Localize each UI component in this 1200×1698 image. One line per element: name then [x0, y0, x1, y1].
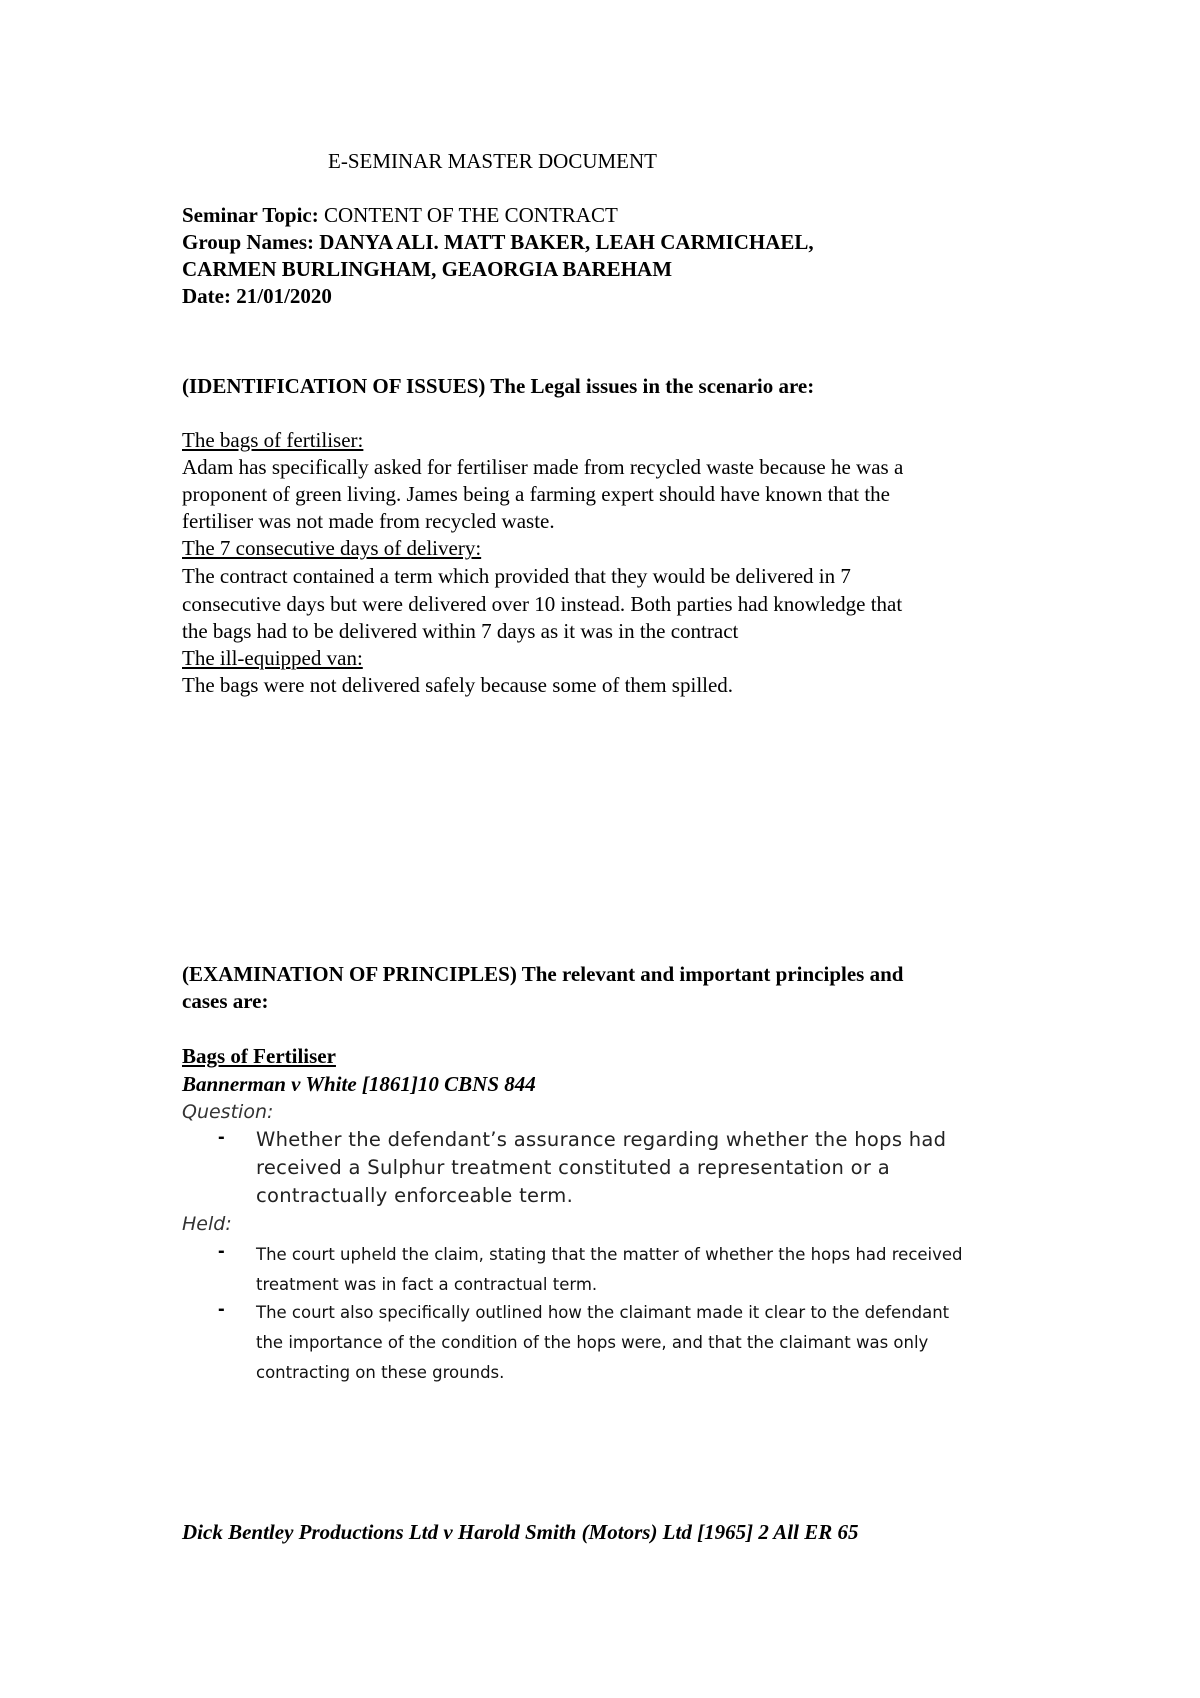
held-text: [256, 1298, 949, 1388]
issue-title-fertiliser: The bags of fertiliser:: [182, 428, 364, 452]
held-line: treatment was in fact a contractual term.: [256, 1275, 598, 1294]
topic-value: CONTENT OF THE CONTRACT: [323, 203, 618, 227]
issues-heading: (IDENTIFICATION OF ISSUES) The Legal issues in the scenario are:: [182, 374, 815, 398]
question-line: Whether the defendant’s assurance regarding whether the hops had: [256, 1128, 947, 1151]
bullet-dash: -: [218, 1240, 225, 1262]
date-line: [182, 282, 332, 310]
bullet-dash: -: [218, 1126, 225, 1148]
question-line: received a Sulphur treatment constituted a representation or a: [256, 1156, 890, 1179]
topic-label: Seminar Topic:: [182, 203, 319, 227]
names-value-1: DANYA ALI. MATT BAKER, LEAH CARMICHAEL,: [319, 230, 814, 254]
group-names-line-1: [182, 228, 814, 256]
held-text: [256, 1240, 963, 1300]
issue-text-line: the bags had to be delivered within 7 days as it was in the contract: [182, 619, 739, 643]
group-names-line-2: CARMEN BURLINGHAM, GEAORGIA BAREHAM: [182, 257, 673, 281]
issue-title-van: The ill-equipped van:: [182, 646, 363, 670]
held-line: The court also specifically outlined how the claimant made it clear to the defendant: [256, 1303, 950, 1322]
names-label: Group Names:: [182, 230, 315, 254]
issue-text-line: The contract contained a term which provided that they would be delivered in 7: [182, 564, 851, 588]
held-line: contracting on these grounds.: [256, 1363, 505, 1382]
document-title: E-SEMINAR MASTER DOCUMENT: [328, 149, 658, 173]
held-line: the importance of the condition of the hops were, and that the claimant was only: [256, 1333, 929, 1352]
issue-title-delivery-days: The 7 consecutive days of delivery:: [182, 536, 482, 560]
held-label: Held:: [182, 1213, 232, 1235]
issue-text-line: proponent of green living. James being a farming expert should have known that the: [182, 482, 890, 506]
principles-heading-line-2: cases are:: [182, 989, 269, 1013]
case-title-bannerman: Bannerman v White [1861]10 CBNS 844: [182, 1072, 536, 1096]
case-title-dick-bentley: Dick Bentley Productions Ltd v Harold Smith (Motors) Ltd [1965] 2 All ER 65: [182, 1520, 859, 1544]
held-line: The court upheld the claim, stating that the matter of whether the hops had received: [256, 1245, 963, 1264]
question-label: Question:: [182, 1101, 274, 1123]
issue-text-line: consecutive days but were delivered over 10 instead. Both parties had knowledge that: [182, 592, 903, 616]
question-line: contractually enforceable term.: [256, 1184, 574, 1207]
date-value: 21/01/2020: [236, 284, 332, 308]
date-label: Date:: [182, 284, 231, 308]
seminar-topic-line: [182, 201, 618, 229]
section-title-bags-of-fertiliser: Bags of Fertiliser: [182, 1044, 336, 1068]
bullet-dash: -: [218, 1298, 225, 1320]
question-text: [256, 1126, 946, 1210]
issue-text-line: Adam has specifically asked for fertiliser made from recycled waste because he was a: [182, 455, 904, 479]
issue-text-line: fertiliser was not made from recycled waste.: [182, 509, 555, 533]
issue-text-line: The bags were not delivered safely because some of them spilled.: [182, 673, 734, 697]
principles-heading-line-1: (EXAMINATION OF PRINCIPLES) The relevant and important principles and: [182, 962, 904, 986]
